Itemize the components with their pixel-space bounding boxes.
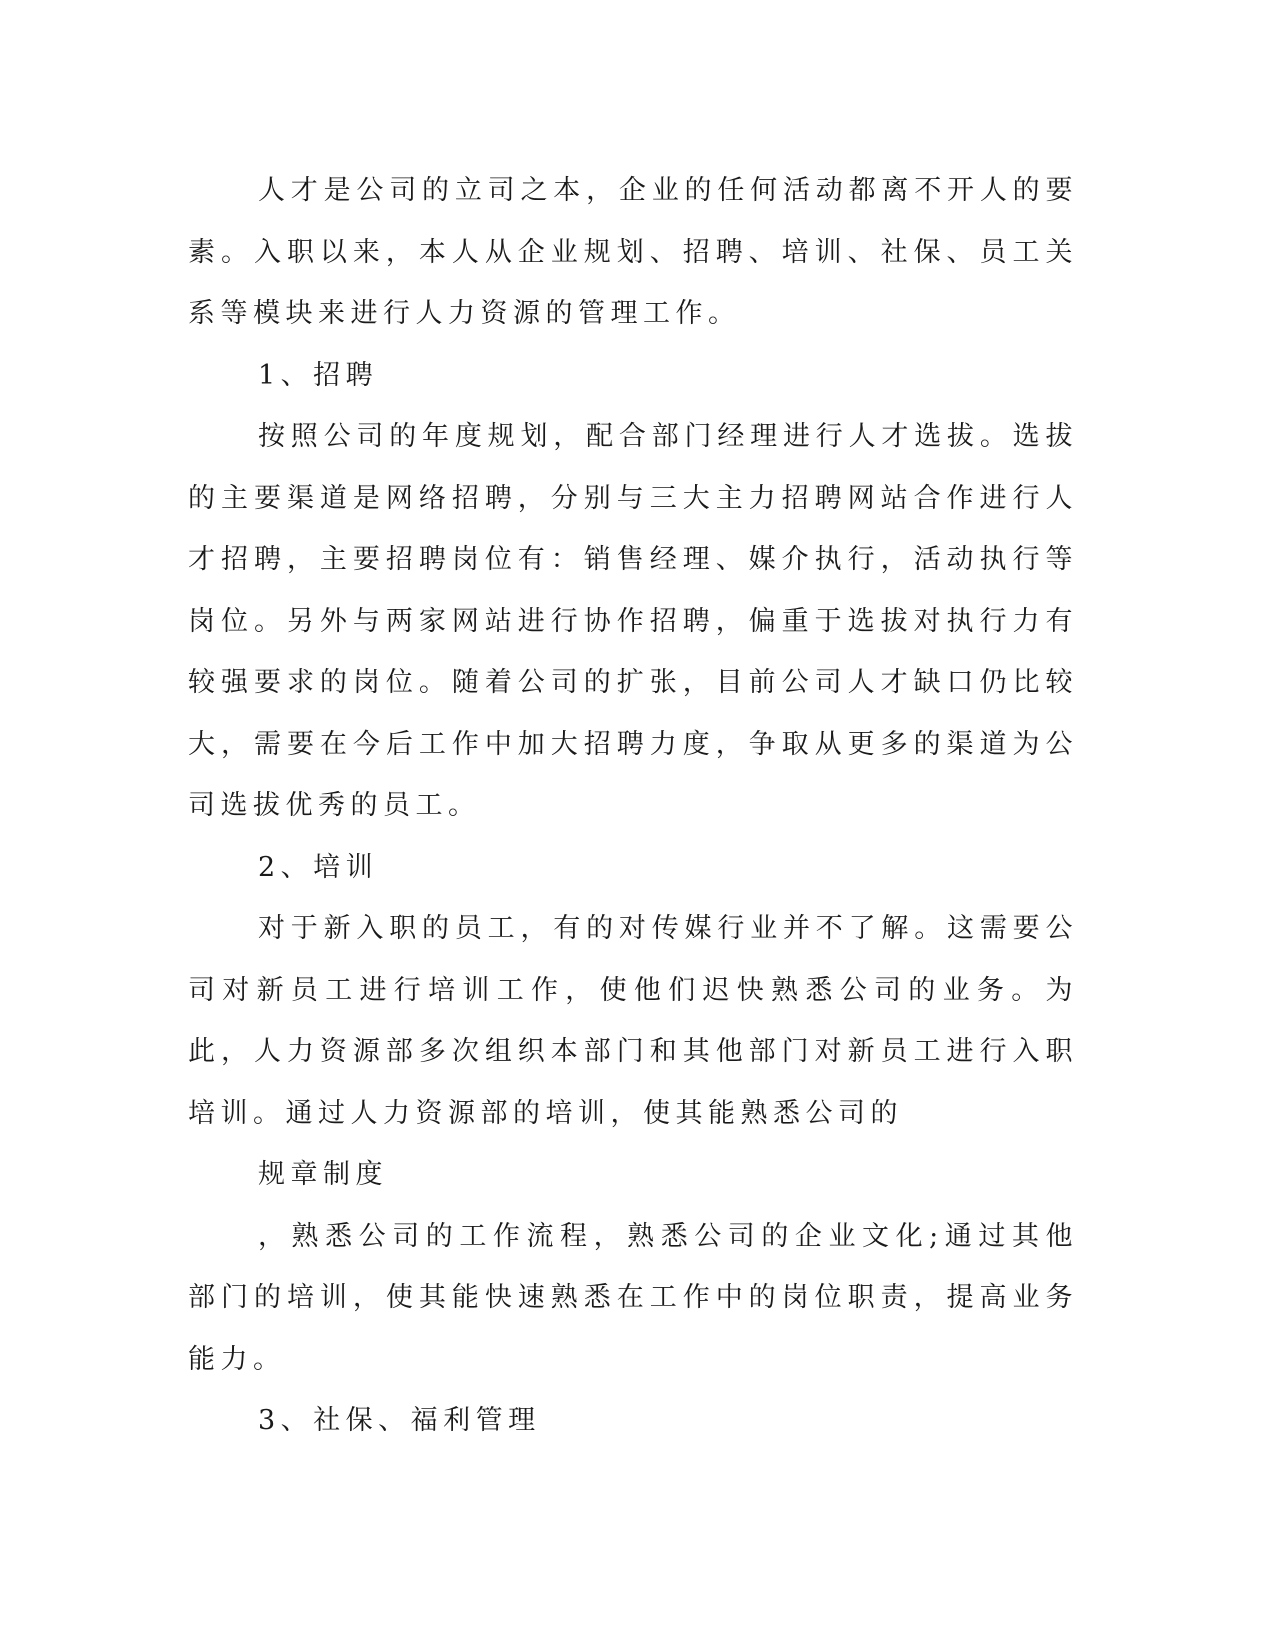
section-heading-social-security: 3、社保、福利管理 — [258, 1405, 541, 1436]
section-heading-training: 2、培训 — [258, 851, 379, 883]
section-heading-recruitment: 1、招聘 — [258, 359, 379, 391]
intro-paragraph: 人才是公司的立司之本，企业的任何活动都离不开人的要素。入职以来，本人从企业规划、招聘、培训、社保、员工关系等模块来进行人力资源的管理工作。 — [188, 175, 1078, 329]
training-paragraph: 对于新入职的员工，有的对传媒行业并不了解。这需要公司对新员工进行培训工作，使他们迟快熟悉公司的业务。为此，人力资源部多次组织本部门和其他部门对新员工进行入职培训。通过人力资源部的培训，使其能熟悉公司的 — [188, 913, 1078, 1129]
rules-line: 规章制度 — [258, 1159, 388, 1190]
recruitment-paragraph: 按照公司的年度规划，配合部门经理进行人才选拔。选拔的主要渠道是网络招聘，分别与三大主力招聘网站合作进行人才招聘，主要招聘岗位有：销售经理、媒介执行，活动执行等岗位。另外与两家网站进行协作招聘，偏重于选拔对执行力有较强要求的岗位。随着公司的扩张，目前公司人才缺口仍比较大，需要在今后工作中加大招聘力度，争取从更多的渠道为公司选拔优秀的员工。 — [188, 421, 1078, 821]
document-body — [188, 160, 1078, 1452]
training-continuation-paragraph: ，熟悉公司的工作流程，熟悉公司的企业文化;通过其他部门的培训，使其能快速熟悉在工作中的岗位职责，提高业务能力。 — [188, 1220, 1078, 1375]
